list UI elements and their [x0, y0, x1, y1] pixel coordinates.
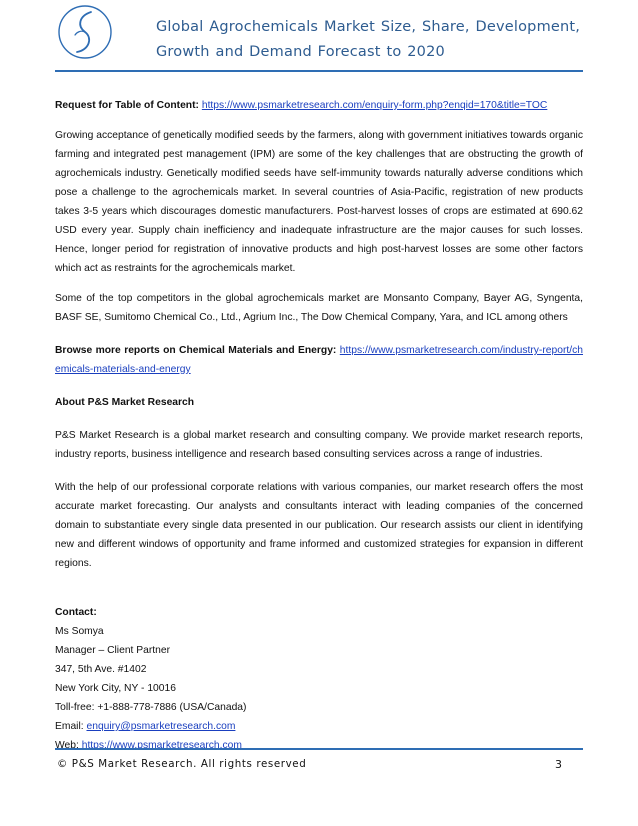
contact-heading: Contact:	[55, 607, 97, 618]
contact-web-row	[55, 736, 583, 755]
footer-copyright: © P&S Market Research. All rights reserved	[57, 758, 307, 770]
page-number: 3	[555, 758, 562, 771]
contact-address-line-1: 347, 5th Ave. #1402	[55, 664, 147, 675]
browse-label: Browse more reports on Chemical Materials and Energy:	[55, 345, 337, 356]
contact-role: Manager – Client Partner	[55, 645, 171, 656]
toc-request	[55, 96, 583, 115]
about-paragraph-1: P&S Market Research is a global market research and consulting company. We provide market research reports, industry reports, business intelligence and research based consulting services across a range of industries.	[55, 430, 583, 460]
toc-link[interactable]: https://www.psmarketresearch.com/enquiry-form.php?enqid=170&title=TOC	[201, 100, 548, 111]
header-divider	[55, 70, 583, 72]
growth-paragraph: Growing acceptance of genetically modified seeds by the farmers, along with government initiatives towards organic farming and integrated pest management (IPM) are some of the key challenges that are obstructing the growth of agrochemicals industry. Genetically modified seeds have self-immunity towards naturally adverse conditions which pose a challenge to the agrochemicals market. In several countries of Asia-Pacific, registration of new products takes 3-5 years which discourages domestic manufacturers. Post-harvest losses of crops are estimated at 690.62 USD every year. Supply chain inefficiency and inadequate infrastructure are the major causes for such losses. Hence, longer period for registration of innovative products and high post-harvest losses are some other factors which act as restraints for the agrochemicals market.	[55, 130, 583, 274]
email-link[interactable]: enquiry@psmarketresearch.com	[86, 721, 236, 732]
contact-address-line-2: New York City, NY - 10016	[55, 683, 176, 694]
contact-email-row	[55, 717, 583, 736]
browse-link[interactable]: https://www.psmarketresearch.com/industry-report/chemicals-materials-and-energy	[55, 345, 583, 375]
competitors-paragraph: Some of the top competitors in the global agrochemicals market are Monsanto Company, Bayer AG, Syngenta, BASF SE, Sumitomo Chemical Co., Ltd., Agrium Inc., The Dow Chemical Company, Yara, and ICL among others	[55, 293, 583, 323]
about-paragraph-2: With the help of our professional corporate relations with various companies, our market research offers the most accurate market forecasting. Our analysts and consultants interact with leading companies of the concerned domain to substantiate every single data presented in our publication. Our research assists our client in identifying new and different windows of opportunity and frame informed and customized strategies for expansion in different regions.	[55, 482, 583, 569]
company-logo	[55, 2, 115, 62]
contact-tollfree: Toll-free: +1-888-778-7886 (USA/Canada)	[55, 702, 247, 713]
footer-divider	[55, 748, 583, 750]
browse-reports	[55, 341, 583, 379]
web-link[interactable]: https://www.psmarketresearch.com	[81, 740, 242, 751]
contact-block	[55, 603, 583, 755]
page-header-title: Global Agrochemicals Market Size, Share, Development, Growth and Demand Forecast to 2020	[156, 19, 581, 60]
contact-name: Ms Somya	[55, 626, 104, 637]
web-label: Web:	[55, 740, 82, 751]
email-label: Email:	[55, 721, 87, 732]
toc-label: Request for Table of Content:	[55, 100, 199, 111]
document-body	[55, 96, 583, 755]
about-heading: About P&S Market Research	[55, 397, 195, 408]
